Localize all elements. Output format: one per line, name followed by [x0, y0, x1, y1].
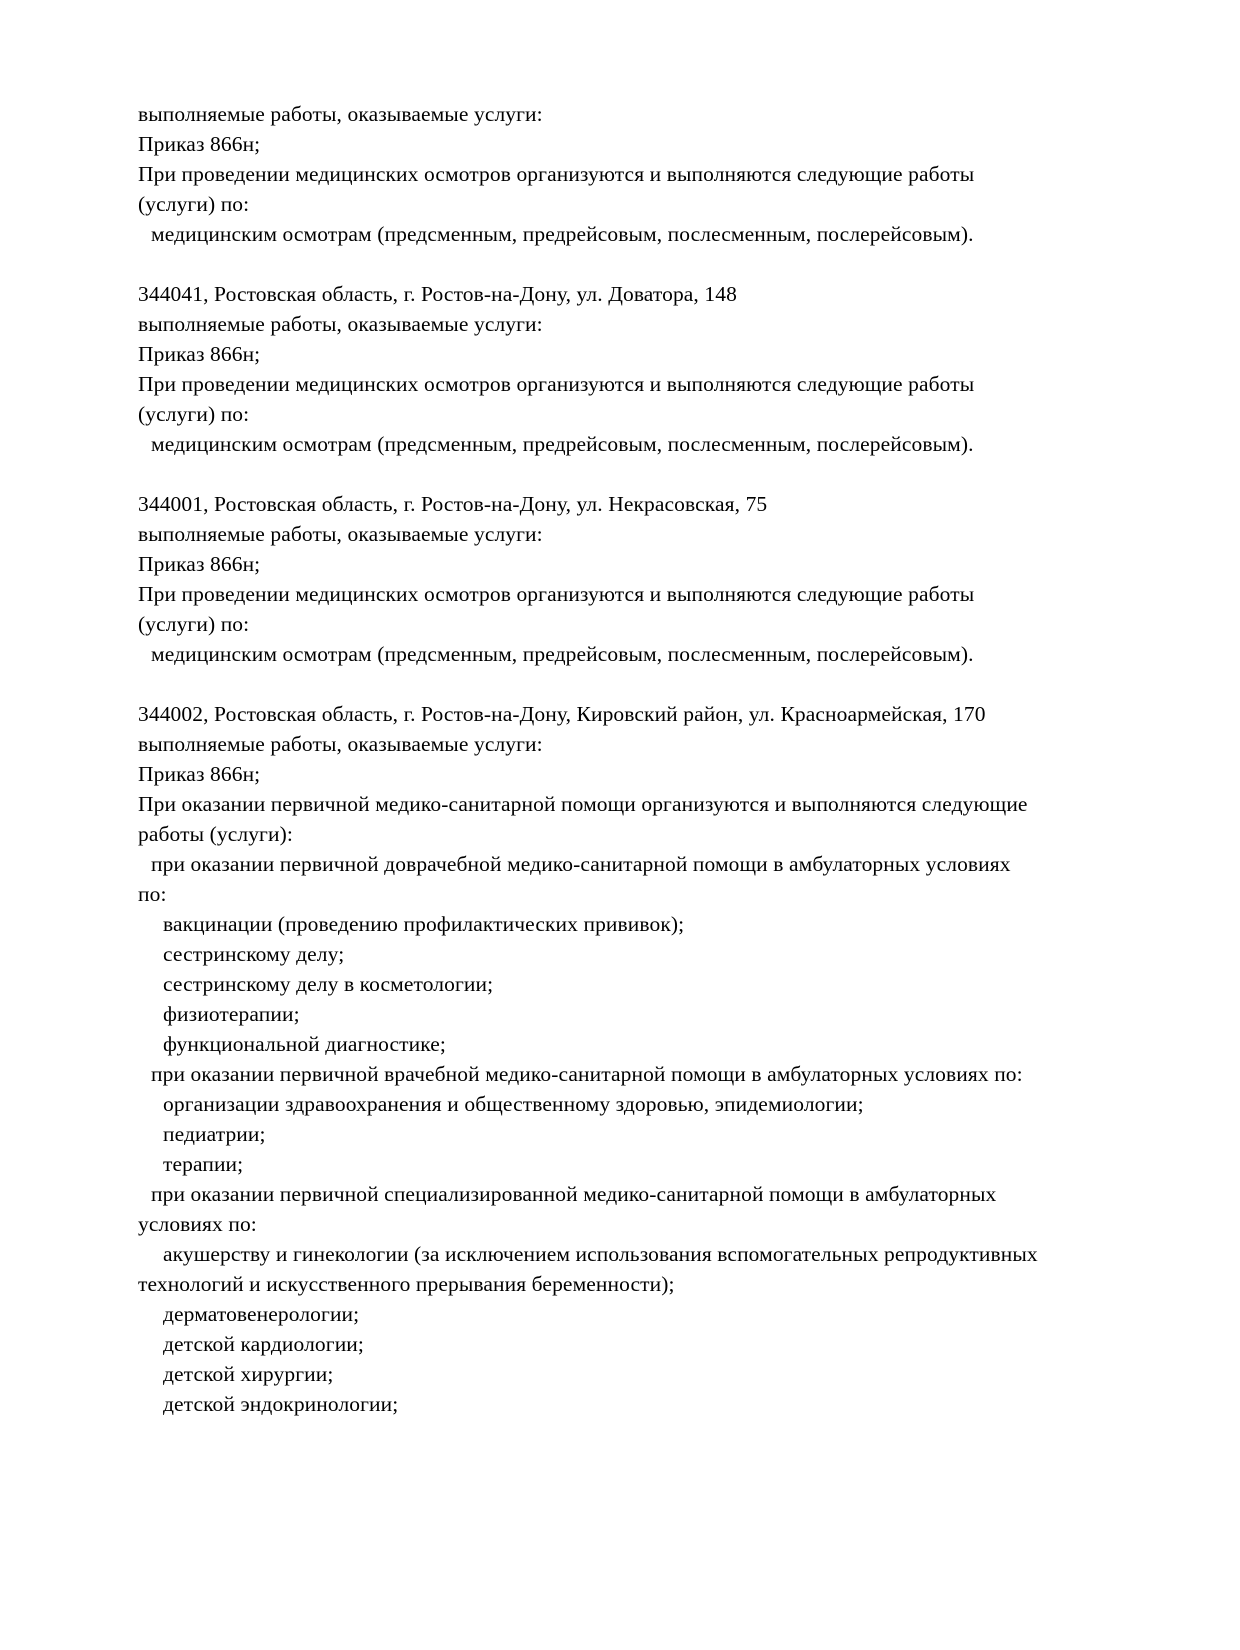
text-line: выполняемые работы, оказываемые услуги: — [138, 102, 543, 126]
text-line: педиатрии; — [163, 1122, 266, 1146]
blank-line — [138, 669, 1170, 699]
text-line: Приказ 866н; — [138, 762, 261, 786]
text-line: дерматовенерологии; — [163, 1302, 360, 1326]
text-line: при оказании первичной специализированной медико-санитарной помощи в амбулаторных — [151, 1182, 997, 1206]
text-line: выполняемые работы, оказываемые услуги: — [138, 522, 543, 546]
text-line: Приказ 866н; — [138, 552, 261, 576]
text-line: организации здравоохранения и общественному здоровью, эпидемиологии; — [163, 1092, 864, 1116]
text-line: акушерству и гинекологии (за исключением использования вспомогательных репродуктивных — [163, 1242, 1038, 1266]
text-line: детской кардиологии; — [163, 1332, 364, 1356]
text-line: (услуги) по: — [138, 192, 250, 216]
address-line: 344001, Ростовская область, г. Ростов-на-Дону, ул. Некрасовская, 75 — [138, 492, 768, 516]
text-line: Приказ 866н; — [138, 342, 261, 366]
text-line: При проведении медицинских осмотров организуются и выполняются следующие работы — [138, 372, 975, 396]
text-line: терапии; — [163, 1152, 244, 1176]
text-line: работы (услуги): — [138, 822, 293, 846]
text-line: выполняемые работы, оказываемые услуги: — [138, 732, 543, 756]
text-line: выполняемые работы, оказываемые услуги: — [138, 312, 543, 336]
text-line: при оказании первичной доврачебной медико-санитарной помощи в амбулаторных условиях — [151, 852, 1011, 876]
text-line: сестринскому делу; — [163, 942, 345, 966]
license-services-text — [138, 99, 1170, 1419]
address-line: 344002, Ростовская область, г. Ростов-на-Дону, Кировский район, ул. Красноармейская, 170 — [138, 702, 986, 726]
text-line: При проведении медицинских осмотров организуются и выполняются следующие работы — [138, 582, 975, 606]
address-line: 344041, Ростовская область, г. Ростов-на-Дону, ул. Доватора, 148 — [138, 282, 737, 306]
text-line: При проведении медицинских осмотров организуются и выполняются следующие работы — [138, 162, 975, 186]
text-line: технологий и искусственного прерывания беременности); — [138, 1272, 675, 1296]
text-line: функциональной диагностике; — [163, 1032, 446, 1056]
blank-line — [138, 249, 1170, 279]
text-line: (услуги) по: — [138, 402, 250, 426]
text-line: вакцинации (проведению профилактических прививок); — [163, 912, 685, 936]
text-line: (услуги) по: — [138, 612, 250, 636]
text-line: медицинским осмотрам (предсменным, предрейсовым, послесменным, послерейсовым). — [151, 432, 974, 456]
text-line: детской эндокринологии; — [163, 1392, 399, 1416]
text-line: физиотерапии; — [163, 1002, 300, 1026]
text-line: по: — [138, 882, 167, 906]
text-line: Приказ 866н; — [138, 132, 261, 156]
text-line: условиях по: — [138, 1212, 257, 1236]
text-line: сестринскому делу в косметологии; — [163, 972, 494, 996]
text-line: при оказании первичной врачебной медико-санитарной помощи в амбулаторных условиях по: — [151, 1062, 1023, 1086]
text-line: При оказании первичной медико-санитарной помощи организуются и выполняются следующие — [138, 792, 1028, 816]
blank-line — [138, 459, 1170, 489]
text-line: медицинским осмотрам (предсменным, предрейсовым, послесменным, послерейсовым). — [151, 222, 974, 246]
text-line: медицинским осмотрам (предсменным, предрейсовым, послесменным, послерейсовым). — [151, 642, 974, 666]
text-line: детской хирургии; — [163, 1362, 334, 1386]
